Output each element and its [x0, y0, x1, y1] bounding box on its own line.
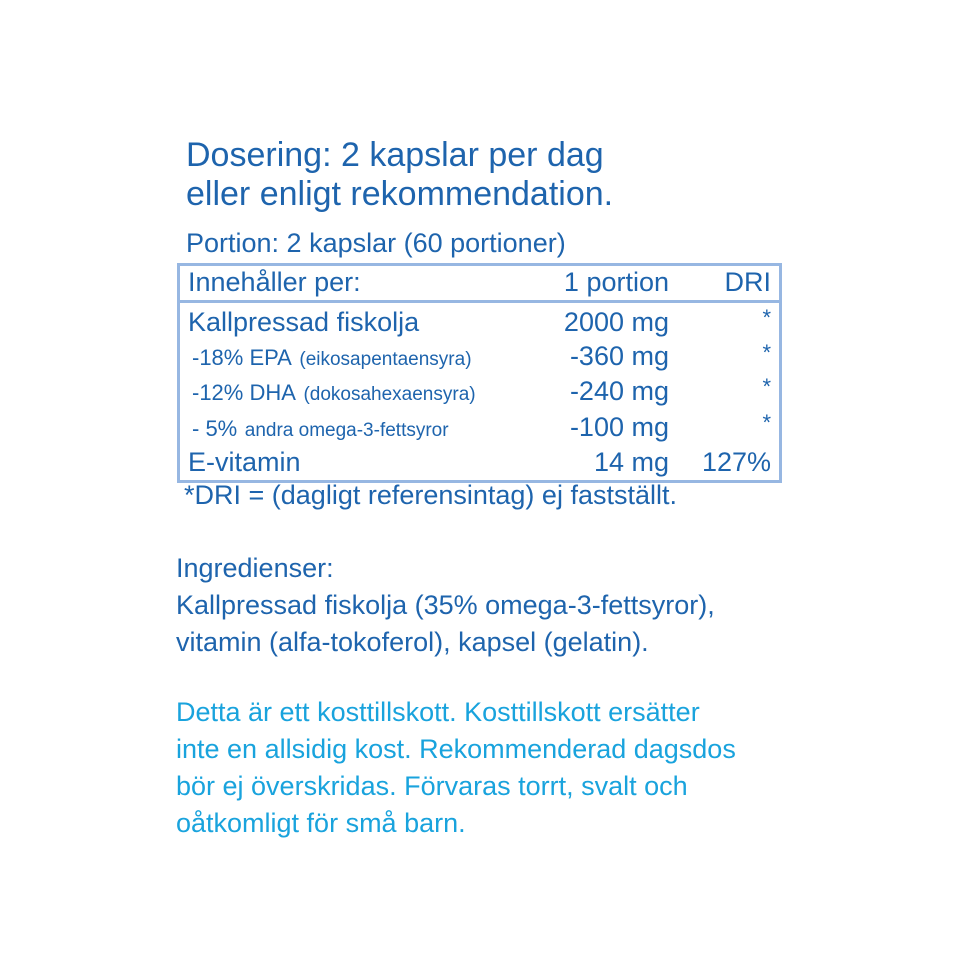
disclaimer-text — [176, 694, 736, 842]
table-row-dri: * — [762, 340, 771, 365]
table-row-amount: -100 mg — [569, 412, 669, 442]
portion-label: Portion: 2 kapslar (60 portioner) — [186, 228, 566, 258]
table-row-name — [192, 412, 449, 443]
dri-footnote: *DRI = (dagligt referensintag) ej fastställt. — [184, 480, 677, 510]
table-row-note: (eikosapentaensyra) — [299, 349, 472, 370]
table-row-amount: -360 mg — [569, 341, 669, 371]
dosage-line-2: eller enligt rekommendation. — [186, 175, 614, 213]
table-row-dri: * — [762, 374, 771, 399]
table-row-amount: 14 mg — [593, 447, 669, 477]
dosage-heading — [186, 136, 613, 214]
ingredients-section — [176, 550, 715, 661]
table-row-name — [192, 376, 476, 407]
disclaimer-line-3: bör ej överskridas. Förvaras torrt, svalt och — [176, 771, 688, 801]
nutrition-table — [177, 263, 782, 483]
table-row-name-main: -12% DHA — [192, 380, 296, 405]
dosage-line-1: Dosering: 2 kapslar per dag — [186, 136, 604, 174]
table-row-dri: * — [762, 305, 771, 330]
table-row-amount: -240 mg — [569, 376, 669, 406]
table-row-amount: 2000 mg — [563, 307, 669, 337]
table-row-note: andra omega-3-fettsyror — [244, 420, 449, 441]
table-row-note: (dokosahexaensyra) — [303, 384, 476, 405]
ingredients-line-1: Kallpressad fiskolja (35% omega-3-fettsyror), — [176, 590, 715, 620]
disclaimer-line-2: inte en allsidig kost. Rekommenderad dagsdos — [176, 734, 736, 764]
table-row-name: E-vitamin — [188, 447, 301, 477]
table-row-dri: * — [762, 410, 771, 435]
table-header — [180, 266, 779, 303]
table-row-name — [192, 341, 472, 372]
header-name: Innehåller per: — [188, 267, 361, 297]
header-amount: 1 portion — [563, 267, 669, 297]
disclaimer-line-4: oåtkomligt för små barn. — [176, 808, 466, 838]
table-row-name: Kallpressad fiskolja — [188, 307, 420, 337]
table-row-dri: 127% — [701, 447, 771, 477]
ingredients-line-2: vitamin (alfa-tokoferol), kapsel (gelatin). — [176, 627, 649, 657]
disclaimer-line-1: Detta är ett kosttillskott. Kosttillskott ersätter — [176, 697, 700, 727]
header-dri: DRI — [724, 267, 771, 297]
table-row-name-main: -18% EPA — [192, 345, 292, 370]
table-row-name-main: - 5% — [192, 416, 238, 441]
ingredients-heading: Ingredienser: — [176, 553, 334, 583]
